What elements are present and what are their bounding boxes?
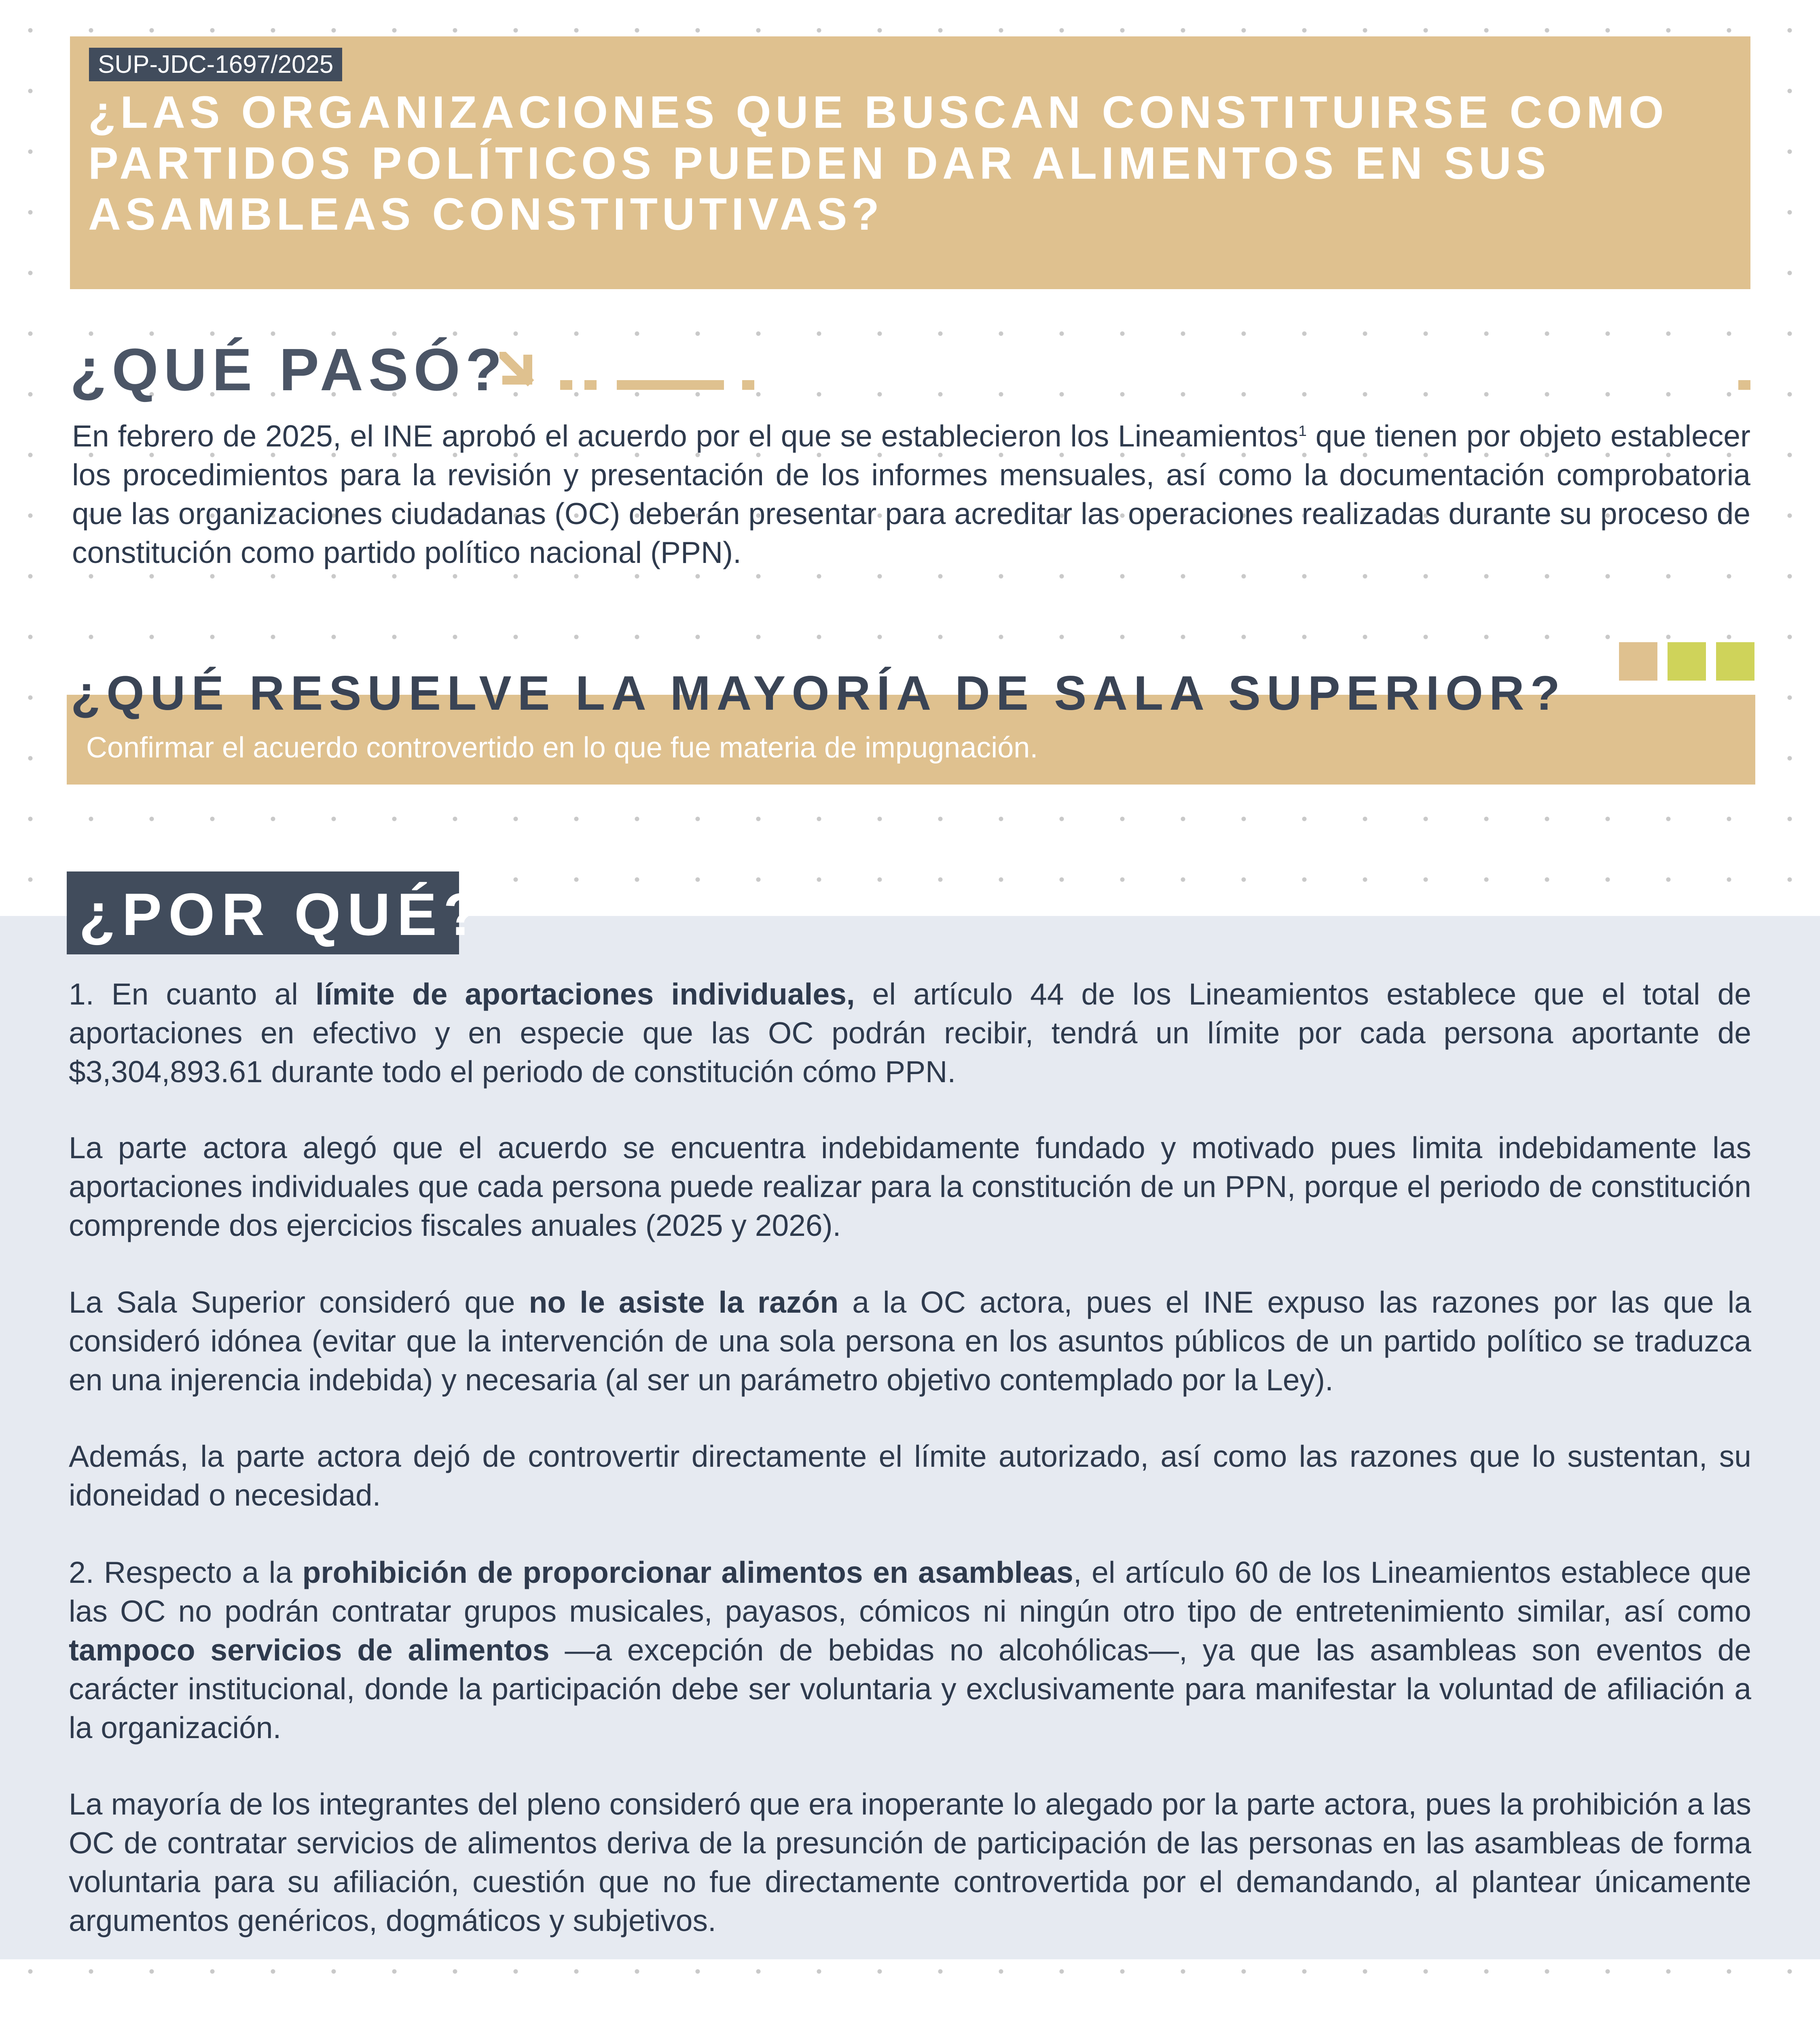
- por-que-paragraph-5: 2. Respecto a la prohibición de proporcionar alimentos en asambleas, el artículo 60 de los Lineamientos establece que las OC no podrán contratar grupos musicales, payasos, cómicos ni ningún otro tipo de entretenimiento similar, así como tampoco servicios de alimentos —a excepción de bebidas no alcohólicas—, ya que las asambleas son eventos de carácter institucional, donde la participación debe ser voluntaria y exclusivamente para manifestar la voluntad de afiliación a la organización.: [69, 1555, 1751, 1745]
- que-paso-paragraph: En febrero de 2025, el INE aprobó el acuerdo por el que se establecieron los Lineamientos$^1$ que tienen por objeto establecer los procedimientos para la revisión y presentación de los informes mensuales, así como la documentación comprobatoria que las organizaciones ciudadanas (OC) deberán presentar para acreditar las operaciones realizadas durante su proceso de constitución como partido político nacional (PPN).: [72, 419, 1750, 569]
- decorative-dash: [584, 380, 597, 390]
- decorative-dash: [617, 380, 724, 390]
- decorative-square-lime: [1668, 642, 1706, 681]
- decorative-dash: [1738, 380, 1750, 390]
- section-heading-resuelve: ¿QUÉ RESUELVE LA MAYORÍA DE SALA SUPERIOR?: [71, 666, 1566, 720]
- section-heading-que-paso: ¿QUÉ PASÓ?: [70, 336, 508, 403]
- case-number-badge: SUP-JDC-1697/2025: [89, 48, 342, 81]
- decorative-dash: [742, 380, 754, 390]
- page-title: ¿LAS ORGANIZACIONES QUE BUSCAN CONSTITUIRSE COMO PARTIDOS POLÍTICOS PUEDEN DAR ALIMENTOS EN SUS ASAMBLEAS CONSTITUTIVAS?: [88, 87, 1668, 239]
- decorative-dash: [560, 380, 572, 390]
- decorative-square-gold: [1619, 642, 1657, 681]
- section-heading-por-que: ¿POR QUÉ?: [79, 881, 487, 948]
- por-que-paragraph-3: La Sala Superior consideró que no le asiste la razón a la OC actora, pues el INE expuso las razones por las que la consideró idónea (evitar que la intervención de una sola persona en los asuntos públicos de un partido político se traduzca en una injerencia indebida) y necesaria (al ser un parámetro objetivo contemplado por la Ley).: [69, 1285, 1751, 1397]
- decorative-square-lime: [1716, 642, 1754, 681]
- footnote-marker: 1: [1298, 422, 1307, 439]
- por-que-paragraph-2: La parte actora alegó que el acuerdo se encuentra indebidamente fundado y motivado pues limita indebidamente las aportaciones individuales que cada persona puede realizar para la constitución de un PPN, porque el periodo de constitución comprende dos ejercicios fiscales anuales (2025 y 2026).: [69, 1131, 1751, 1242]
- resuelve-text: Confirmar el acuerdo controvertido en lo que fue materia de impugnación.: [86, 732, 1038, 764]
- por-que-paragraph-4: Además, la parte actora dejó de controvertir directamente el límite autorizado, así como las razones que lo sustentan, su idoneidad o necesidad.: [69, 1439, 1751, 1512]
- por-que-paragraph-1: 1. En cuanto al límite de aportaciones individuales, el artículo 44 de los Lineamientos establece que el total de aportaciones en efectivo y en especie que las OC podrán recibir, tendrá un límite por cada persona aportante de $3,304,893.61 durante todo el periodo de constitución cómo PPN.: [69, 977, 1751, 1089]
- arrow-down-right-icon: [499, 352, 544, 392]
- por-que-paragraph-6: La mayoría de los integrantes del pleno consideró que era inoperante lo alegado por la parte actora, pues la prohibición a las OC de contratar servicios de alimentos deriva de la presunción de participación de las personas en las asambleas de forma voluntaria para su afiliación, cuestión que no fue directamente controvertida por el demandando, al plantear únicamente argumentos genéricos, dogmáticos y subjetivos.: [69, 1787, 1751, 1937]
